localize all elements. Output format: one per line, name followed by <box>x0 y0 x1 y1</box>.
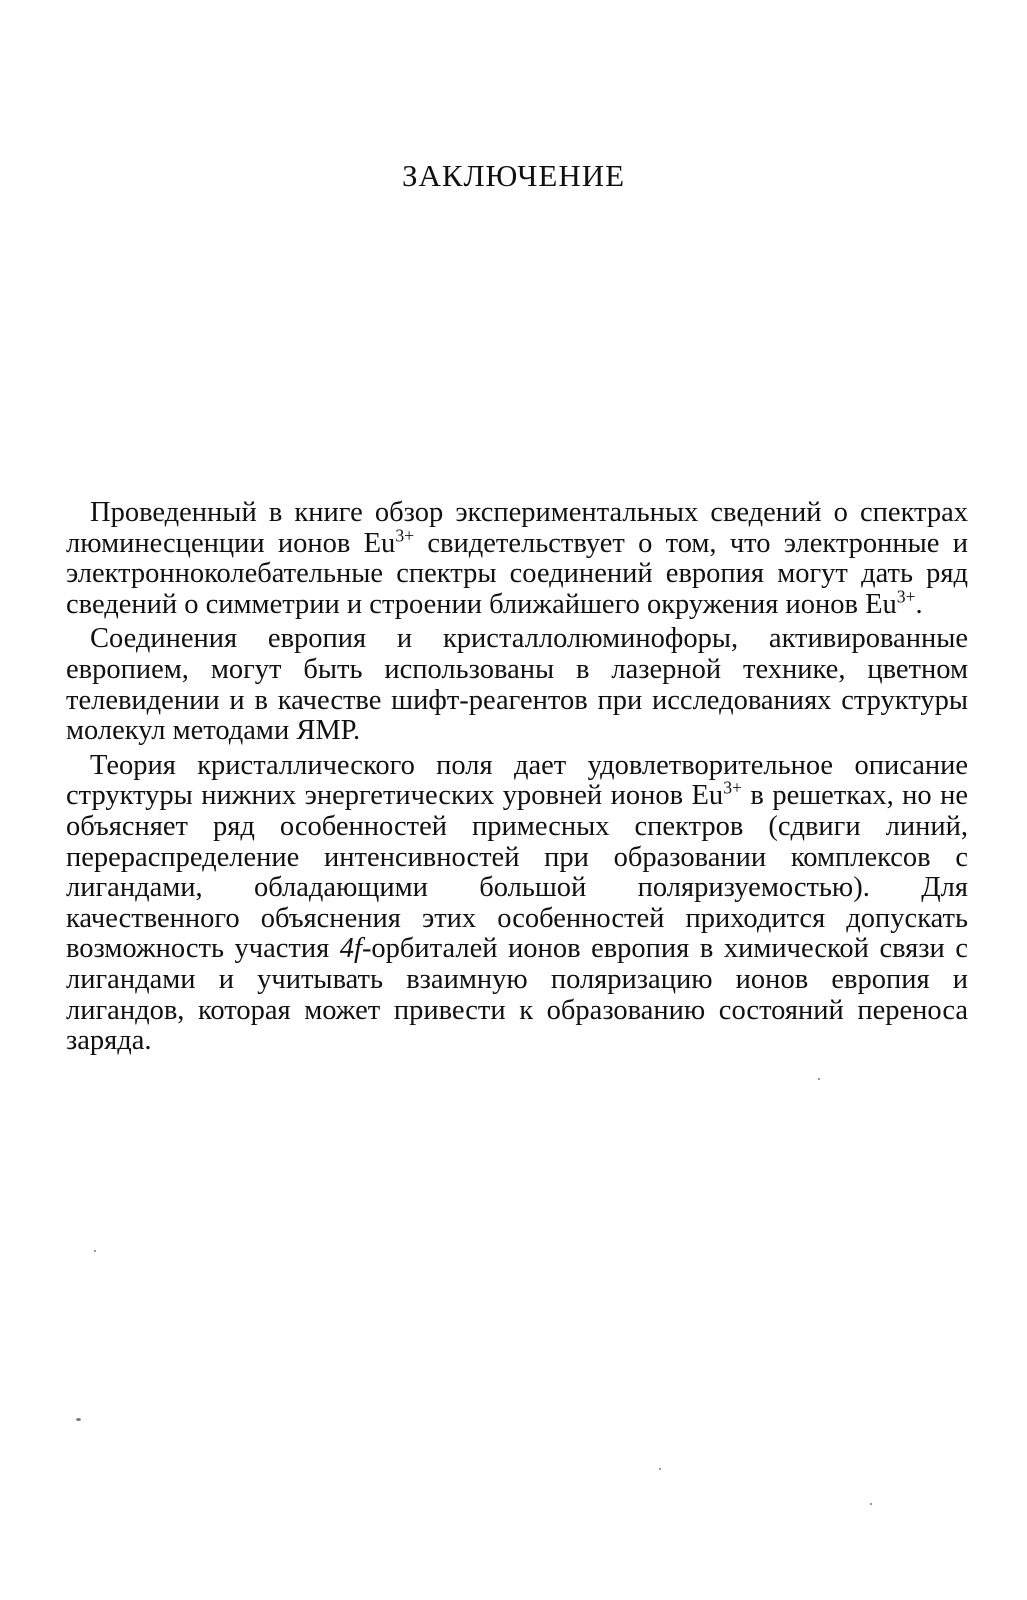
ion-symbol <box>865 586 916 620</box>
ion-symbol-text: Eu <box>865 588 897 620</box>
page-title: ЗАКЛЮЧЕНИЕ <box>401 158 626 193</box>
paragraph-1-text-b: свидетельствует о том, что электронные и электронноколебательные спектры соединений европия могут дать ряд сведений о симметрии и строении ближайшего окружения ионов <box>66 527 968 620</box>
ion-symbol <box>363 525 415 559</box>
scan-speck <box>870 1503 872 1505</box>
paragraph-1 <box>66 498 968 620</box>
scan-speck <box>94 1250 96 1252</box>
scan-speck <box>818 1078 820 1080</box>
ion-charge: 3+ <box>723 777 742 798</box>
paragraph-2: Соединения европия и кристаллолюминофоры, активированные европием, могут быть использованы в лазерной технике, цветном телевидении и в качестве шифт-реагентов при исследованиях структуры молекул методами ЯМР. <box>66 623 968 747</box>
paragraph-3 <box>66 751 968 1057</box>
paragraph-1-text-a: Проведенный в книге обзор экспериментальных сведений о спектрах люминесценции ионов <box>66 497 968 559</box>
scan-speck <box>76 1418 81 1421</box>
paragraph-3-text-a: Теория кристаллического поля дает удовлетворительное описание структуры нижних энергетических уровней ионов <box>66 749 968 812</box>
scan-speck <box>659 1468 661 1470</box>
ion-charge: 3+ <box>896 586 916 607</box>
paragraph-3-text-b: в решетках, но не объясняет ряд особенностей примесных спектров (сдвиги линий, перераспределение интенсивностей при образовании комплексов с лигандами, обладающими большой поляризуемостью). Для качественного объяснения этих особенностей приходится допускать возможность участия <box>66 780 969 965</box>
ion-charge: 3+ <box>395 525 415 546</box>
orbital-symbol: 4f <box>339 933 362 965</box>
paragraph-1-text-c: . <box>915 588 923 620</box>
body-text <box>66 498 968 1057</box>
ion-symbol-text: Eu <box>363 527 396 559</box>
ion-symbol <box>691 777 742 812</box>
paragraph-3-text-c: -орбиталей ионов европия в химической связи с лигандами и учитывать взаимную поляризацию ионов европия и лигандов, которая может привести к образованию состояний переноса заряда. <box>66 933 968 1057</box>
ion-symbol-text: Eu <box>691 780 724 812</box>
